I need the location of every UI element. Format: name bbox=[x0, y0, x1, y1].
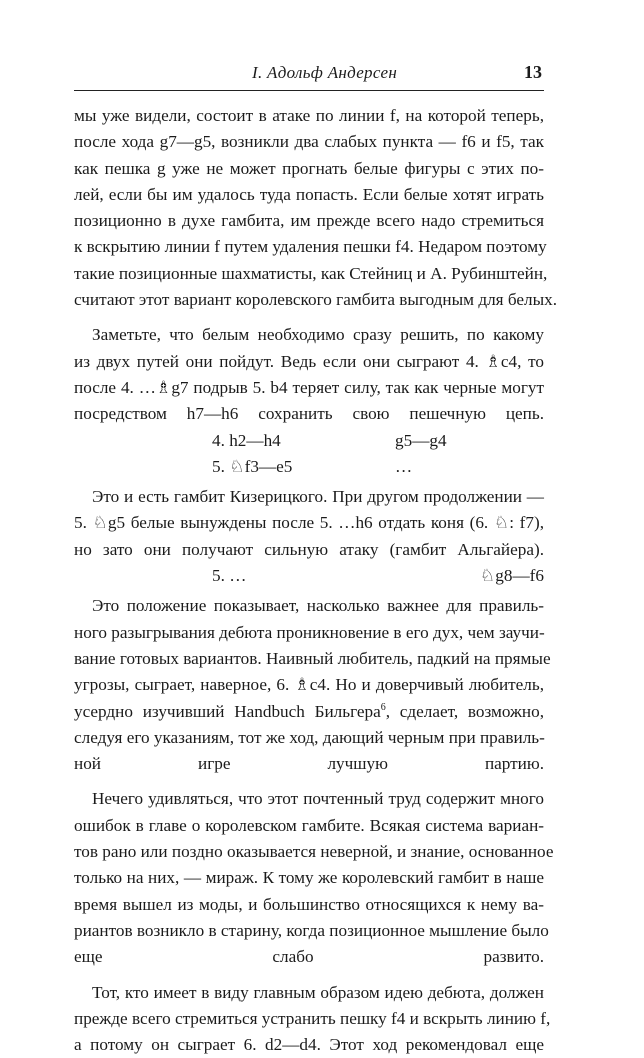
text-line: такие позиционные шахматисты, как Стейниц и А. Рубинштейн, bbox=[74, 261, 544, 287]
page-body bbox=[74, 103, 544, 1058]
paragraph-6 bbox=[74, 980, 544, 1058]
move-row bbox=[74, 563, 544, 589]
text-segment: , сделает, возможно, bbox=[386, 702, 544, 721]
paragraph-4 bbox=[74, 593, 544, 777]
black-move: g5—g4 bbox=[395, 428, 447, 454]
text-line: тов рано или поздно оказывается неверной, и знание, основанное bbox=[74, 839, 544, 865]
black-move: ♘g8—f6 bbox=[388, 563, 544, 589]
white-move: 5. ♘f3—e5 bbox=[74, 454, 395, 480]
text-line: риантов возникло в старину, когда позиционное мышление было bbox=[74, 918, 544, 944]
page-header bbox=[74, 58, 544, 91]
text-line: угрозы, сыграет, наверное, 6. ♗c4. Но и доверчивый любитель, bbox=[74, 672, 544, 698]
black-move: … bbox=[395, 454, 412, 480]
running-head: I. Адольф Андерсен bbox=[252, 63, 397, 83]
text-line bbox=[74, 699, 544, 725]
text-line: как пешка g уже не может прогнать белые фигуры с этих по- bbox=[74, 156, 544, 182]
text-line: Это положение показывает, насколько важнее для правиль- bbox=[74, 593, 544, 619]
text-line: из двух путей они пойдут. Ведь если они сыграют 4. ♗c4, то bbox=[74, 349, 544, 375]
text-line: Заметьте, что белым необходимо сразу решить, по какому bbox=[74, 322, 544, 348]
white-move: 5. … bbox=[74, 563, 388, 589]
text-line: считают этот вариант королевского гамбита выгодным для белых. bbox=[74, 287, 544, 313]
text-line: после хода g7—g5, возникли два слабых пункта — f6 и f5, так bbox=[74, 129, 544, 155]
text-segment: усердно изучивший Handbuch Бильгера bbox=[74, 702, 381, 721]
text-line: позиционно в духе гамбита, им прежде всего надо стремиться bbox=[74, 208, 544, 234]
text-line: следуя его указаниям, тот же ход, дающий черным при правиль- bbox=[74, 725, 544, 751]
text-line: еще слабо развито. bbox=[74, 944, 544, 970]
text-line: а потому он сыграет 6. d2—d4. Этот ход рекомендовал еще bbox=[74, 1032, 544, 1058]
text-line: ного разыгрывания дебюта проникновение в его дух, чем заучи- bbox=[74, 620, 544, 646]
paragraph-5 bbox=[74, 786, 544, 970]
move-row bbox=[74, 428, 544, 454]
white-move: 4. h2—h4 bbox=[74, 428, 395, 454]
text-line: лей, если бы им удалось туда попасть. Если белые хотят играть bbox=[74, 182, 544, 208]
footnote-marker: 6 bbox=[381, 702, 386, 713]
move-list-1 bbox=[74, 428, 544, 481]
text-line: ной игре лучшую партию. bbox=[74, 751, 544, 777]
text-line: к вскрытию линии f путем удаления пешки f4. Недаром поэтому bbox=[74, 234, 544, 260]
text-line: Тот, кто имеет в виду главным образом идею дебюта, должен bbox=[74, 980, 544, 1006]
text-line: посредством h7—h6 сохранить свою пешечную цепь. bbox=[74, 401, 544, 427]
text-line: мы уже видели, состоит в атаке по линии f, на которой теперь, bbox=[74, 103, 544, 129]
text-line: ошибок в главе о королевском гамбите. Всякая система вариан- bbox=[74, 813, 544, 839]
text-line: Это и есть гамбит Кизерицкого. При другом продолжении — bbox=[74, 484, 544, 510]
text-line: только на них, — мираж. К тому же королевский гамбит в наше bbox=[74, 865, 544, 891]
text-line: но зато они получают сильную атаку (гамбит Альгайера). bbox=[74, 537, 544, 563]
text-line: прежде всего стремиться устранить пешку f4 и вскрыть линию f, bbox=[74, 1006, 544, 1032]
move-list-2 bbox=[74, 563, 544, 589]
text-line: Нечего удивляться, что этот почтенный труд содержит много bbox=[74, 786, 544, 812]
text-line: после 4. …♗g7 подрыв 5. b4 теряет силу, так как черные могут bbox=[74, 375, 544, 401]
text-line: вание готовых вариантов. Наивный любитель, падкий на прямые bbox=[74, 646, 544, 672]
move-row bbox=[74, 454, 544, 480]
text-line: время вышел из моды, и большинство относящихся к нему ва- bbox=[74, 892, 544, 918]
paragraph-3 bbox=[74, 484, 544, 563]
text-line: 5. ♘g5 белые вынуждены после 5. …h6 отдать коня (6. ♘: f7), bbox=[74, 510, 544, 536]
paragraph-1 bbox=[74, 103, 544, 313]
paragraph-2 bbox=[74, 322, 544, 427]
page-number: 13 bbox=[524, 62, 542, 83]
